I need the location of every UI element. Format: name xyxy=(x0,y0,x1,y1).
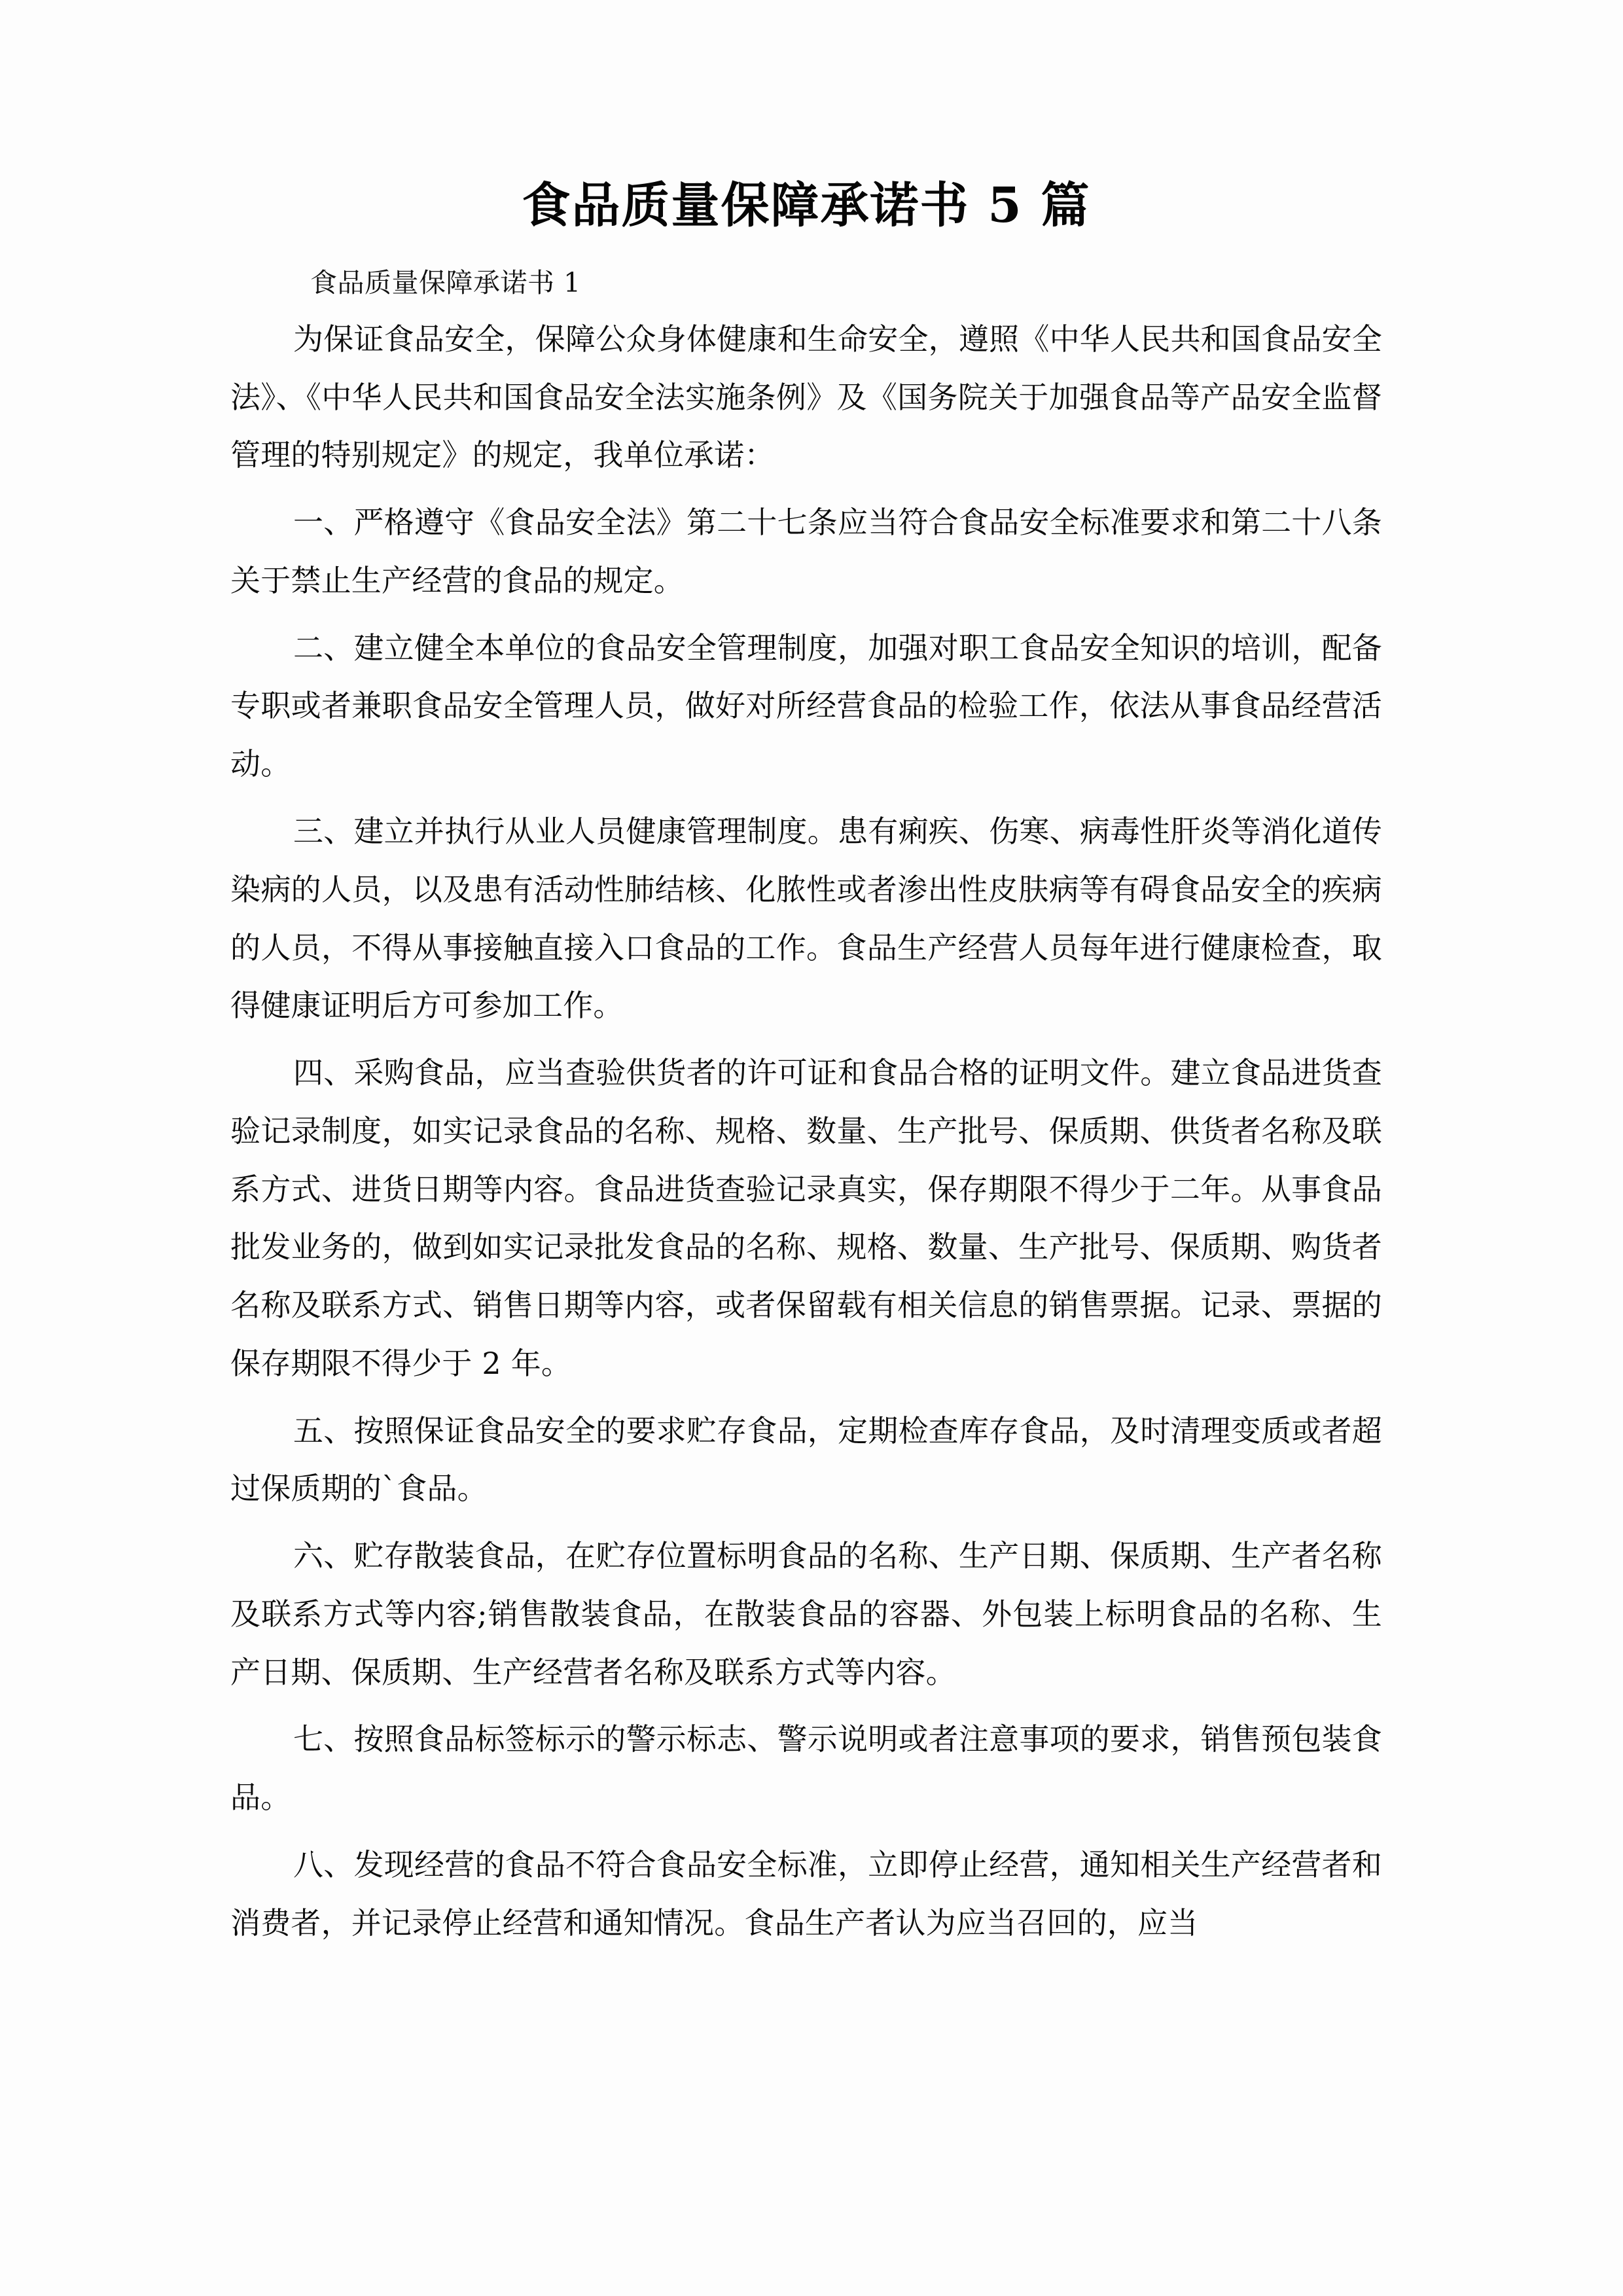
paragraph-clause-8: 八、发现经营的食品不符合食品安全标准，立即停止经营，通知相关生产经营者和消费者，并记录停止经营和通知情况。食品生产者认为应当召回的，应当 xyxy=(230,1846,1382,1941)
paragraph-clause-4: 四、采购食品，应当查验供货者的许可证和食品合格的证明文件。建立食品进货查验记录制度，如实记录食品的名称、规格、数量、生产批号、保质期、供货者名称及联系方式、进货日期等内容。食品进货查验记录真实，保存期限不得少于二年。从事食品批发业务的，做到如实记录批发食品的名称、规格、数量、生产批号、保质期、购货者名称及联系方式、销售日期等内容，或者保留载有相关信息的销售票据。记录、票据的保存期限不得少于 2 年。 xyxy=(230,1055,1382,1381)
paragraph-clause-5: 五、按照保证食品安全的要求贮存食品，定期检查库存食品，及时清理变质或者超过保质期的`食品。 xyxy=(230,1412,1382,1507)
paragraph-clause-6: 六、贮存散装食品，在贮存位置标明食品的名称、生产日期、保质期、生产者名称及联系方式等内容;销售散装食品，在散装食品的容器、外包装上标明食品的名称、生产日期、保质期、生产经营者名称及联系方式等内容。 xyxy=(230,1538,1382,1690)
paragraph-clause-1: 一、严格遵守《食品安全法》第二十七条应当符合食品安全标准要求和第二十八条关于禁止生产经营的食品的规定。 xyxy=(230,505,1382,598)
document-body xyxy=(230,0,1382,1952)
page-title: 食品质量保障承诺书 5 篇 xyxy=(522,177,1091,234)
paragraph-intro: 为保证食品安全，保障公众身体健康和生命安全，遵照《中华人民共和国食品安全法》、《中华人民共和国食品安全法实施条例》及《国务院关于加强食品等产品安全监督管理的特别规定》的规定，我单位承诺： xyxy=(230,321,1382,473)
paragraph-clause-7: 七、按照食品标签标示的警示标志、警示说明或者注意事项的要求，销售预包装食品。 xyxy=(230,1721,1382,1816)
paragraph-clause-2: 二、建立健全本单位的食品安全管理制度，加强对职工食品安全知识的培训，配备专职或者兼职食品安全管理人员，做好对所经营食品的检验工作，依法从事食品经营活动。 xyxy=(230,630,1382,782)
paragraph-clause-3: 三、建立并执行从业人员健康管理制度。患有痢疾、伤寒、病毒性肝炎等消化道传染病的人员，以及患有活动性肺结核、化脓性或者渗出性皮肤病等有碍食品安全的疾病的人员，不得从事接触直接入口食品的工作。食品生产经营人员每年进行健康检查，取得健康证明后方可参加工作。 xyxy=(230,813,1382,1024)
document-subtitle: 食品质量保障承诺书 1 xyxy=(310,266,581,298)
